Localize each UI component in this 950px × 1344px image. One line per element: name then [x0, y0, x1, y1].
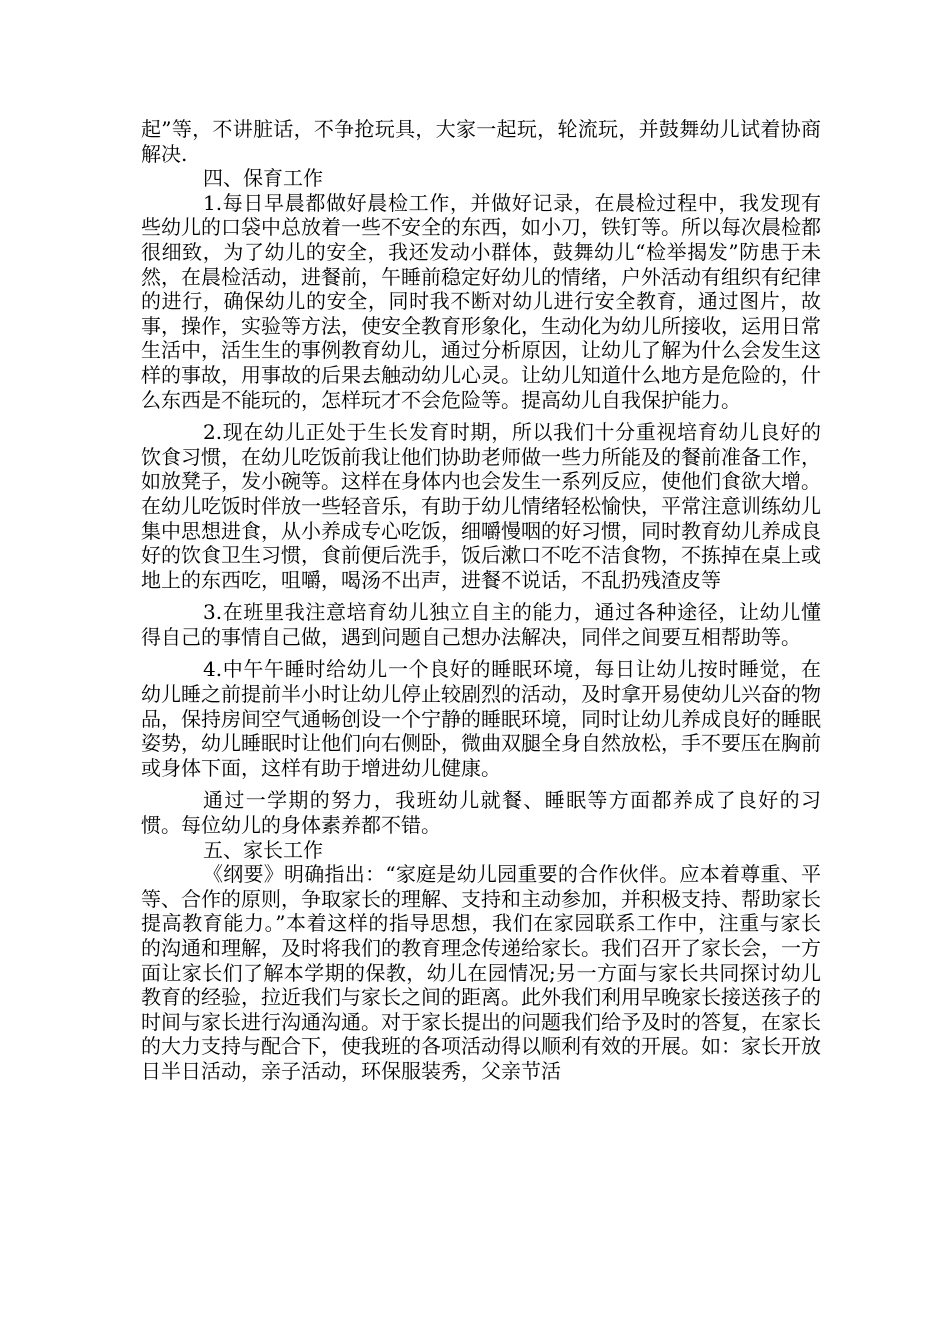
- paragraph-parent-work: 《纲要》明确指出：“家庭是幼儿园重要的合作伙伴。应本着尊重、平等、合作的原则，争取家长的理解、支持和主动参加，并积极支持、帮助家长提高教育能力。”本着这样的指导思想，我们在家园联系工作中，注重与家长的沟通和理解，及时将我们的教育理念传递给家长。我们召开了家长会，一方面让家长们了解本学期的保教，幼儿在园情况;另一方面与家长共同探讨幼儿教育的经验，拉近我们与家长之间的距离。此外我们利用早晚家长接送孩子的时间与家长进行沟通沟通。对于家长提出的问题我们给予及时的答复，在家长的大力支持与配合下，使我班的各项活动得以顺利有效的开展。如：家长开放日半日活动，亲子活动，环保服装秀，父亲节活: [141, 862, 821, 1083]
- paragraph-morning-check: 1.每日早晨都做好晨检工作，并做好记录，在晨检过程中，我发现有些幼儿的口袋中总放着一些不安全的东西，如小刀，铁钉等。所以每次晨检都很细致，为了幼儿的安全，我还发动小群体，鼓舞幼儿“检举揭发”防患于未然，在晨检活动，进餐前，午睡前稳定好幼儿的情绪，户外活动有组织有纪律的进行，确保幼儿的安全，同时我不断对幼儿进行安全教育，通过图片，故事，操作，实验等方法，使安全教育形象化，生动化为幼儿所接收，运用日常生活中，活生生的事例教育幼儿，通过分析原因，让幼儿了解为什么会发生这样的事故，用事故的后果去触动幼儿心灵。让幼儿知道什么地方是危险的，什么东西是不能玩的，怎样玩才不会危险等。提高幼儿自我保护能力。: [141, 190, 821, 412]
- document-body: [141, 117, 821, 1084]
- paragraph-continuation: 起”等，不讲脏话，不争抢玩具，大家一起玩，轮流玩，并鼓舞幼儿试着协商解决.: [141, 117, 821, 166]
- paragraph-eating-habits: 2.现在幼儿正处于生长发育时期，所以我们十分重视培育幼儿良好的饮食习惯，在幼儿吃饭前我让他们协助老师做一些力所能及的餐前准备工作，如放凳子，发小碗等。这样在身体内也会发生一系列反应，使他们食欲大增。在幼儿吃饭时伴放一些轻音乐，有助于幼儿情绪轻松愉快，平常注意训练幼儿集中思想进食，从小养成专心吃饭，细嚼慢咽的好习惯，同时教育幼儿养成良好的饮食卫生习惯，食前便后洗手，饭后漱口不吃不洁食物，不拣掉在桌上或地上的东西吃，咀嚼，喝汤不出声，进餐不说话，不乱扔残渣皮等: [141, 420, 821, 592]
- paragraph-semester-summary: 通过一学期的努力，我班幼儿就餐、睡眠等方面都养成了良好的习惯。每位幼儿的身体素养都不错。: [141, 788, 821, 838]
- section-heading-childcare: 四、保育工作: [203, 166, 323, 191]
- paragraph-independence: 3.在班里我注意培育幼儿独立自主的能力，通过各种途径，让幼儿懂得自己的事情自己做，遇到问题自己想办法解决，同伴之间要互相帮助等。: [141, 600, 821, 649]
- section-heading-parents: 五、家长工作: [203, 837, 323, 862]
- paragraph-nap-time: 4.中午午睡时给幼儿一个良好的睡眠环境，每日让幼儿按时睡觉，在幼儿睡之前提前半小时让幼儿停止较剧烈的活动，及时拿开易使幼儿兴奋的物品，保持房间空气通畅创设一个宁静的睡眠环境，同时让幼儿养成良好的睡眠姿势，幼儿睡眠时让他们向右侧卧，微曲双腿全身自然放松，手不要压在胸前或身体下面，这样有助于增进幼儿健康。: [141, 657, 821, 780]
